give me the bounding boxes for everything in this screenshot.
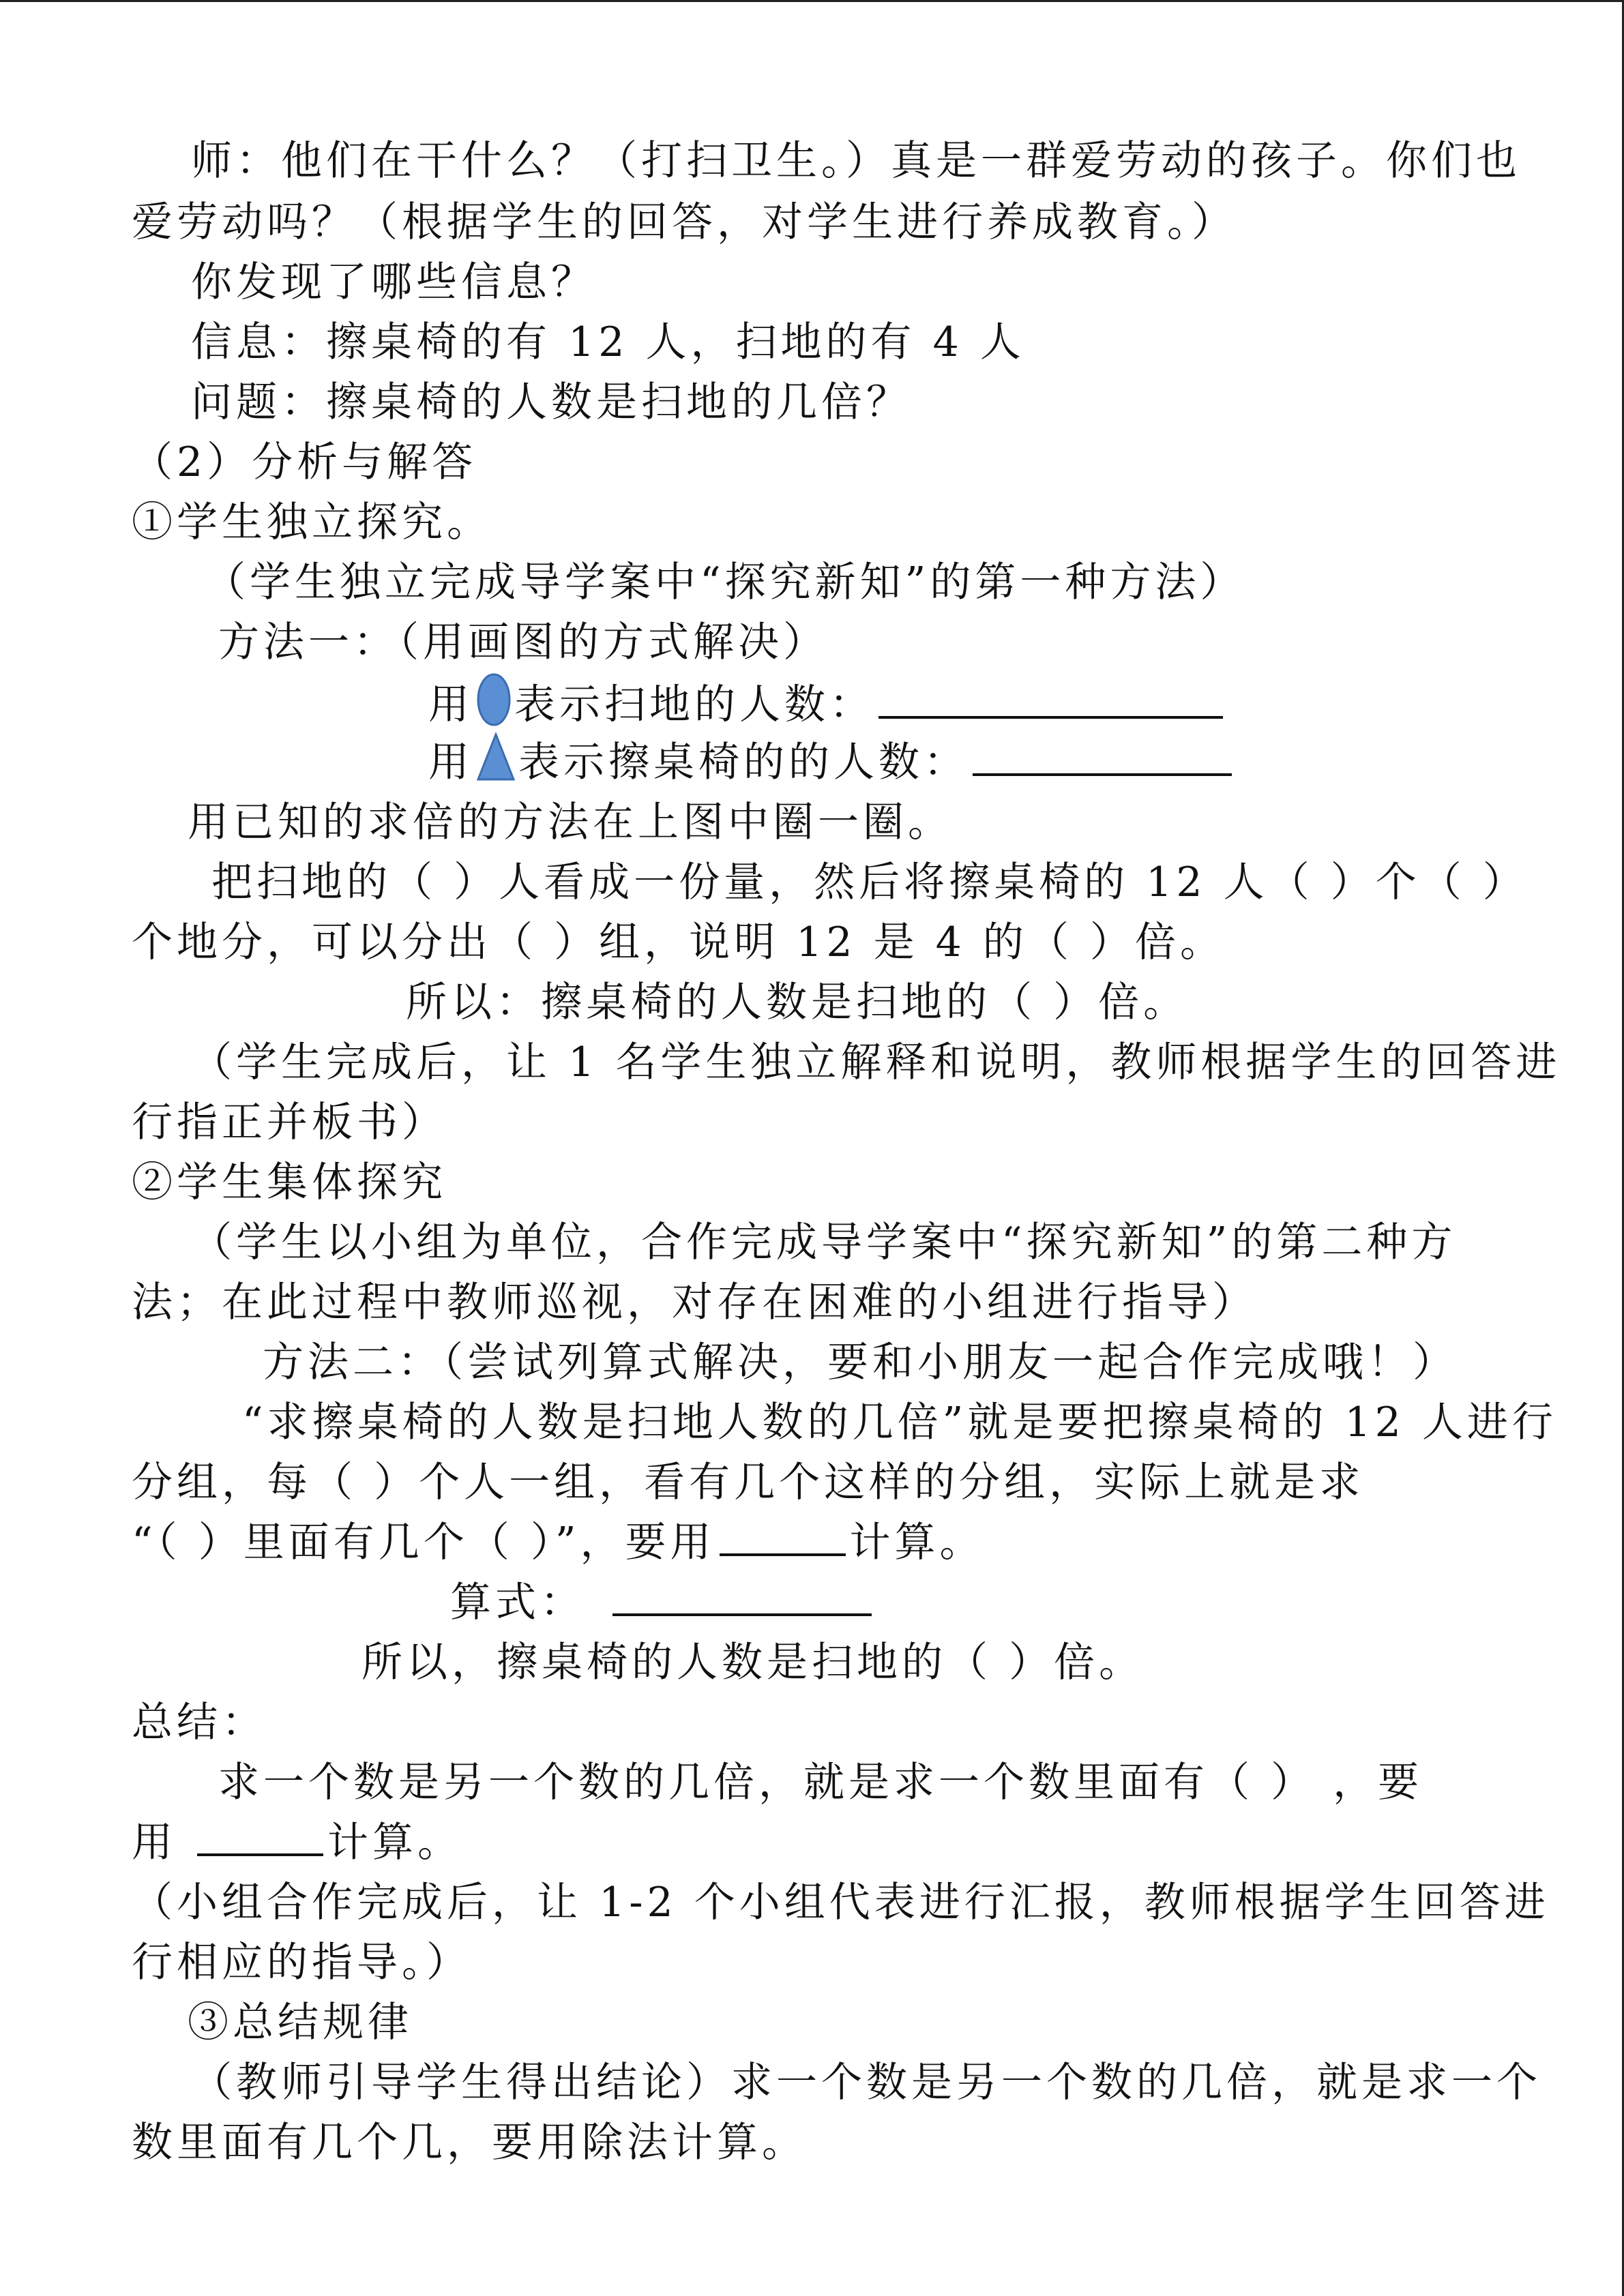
line-10-prefix: 用 (428, 681, 473, 729)
line-28: 求一个数是另一个数的几倍，就是求一个数里面有（ ） ，要 (218, 1759, 1423, 1806)
line-11-text: 表示擦桌椅的的人数： (518, 739, 969, 786)
line-30: （小组合作完成后，让 1-2 个小组代表进行汇报，教师根据学生回答进 (132, 1879, 1550, 1926)
triangle-icon (476, 732, 516, 798)
answer-blank-wipe[interactable] (973, 732, 1232, 776)
line-11 (428, 732, 1236, 792)
line-29-prefix: 用 (132, 1819, 177, 1866)
line-10 (428, 672, 1227, 732)
line-13: 把扫地的（ ）人看成一份量，然后将擦桌椅的 12 人（ ）个（ ） (211, 859, 1528, 906)
line-24 (132, 1512, 985, 1572)
line-20: 法；在此过程中教师巡视，对存在困难的小组进行指导） (132, 1279, 1257, 1326)
line-11-prefix: 用 (428, 739, 473, 786)
line-1: 师：他们在干什么？（打扫卫生。）真是一群爱劳动的孩子。你们也 (191, 137, 1521, 185)
line-24-suffix: 计算。 (849, 1519, 985, 1566)
line-3: 你发现了哪些信息？ (191, 258, 596, 306)
line-25 (450, 1572, 876, 1632)
line-8: （学生独立完成导学案中“探究新知”的第一种方法） (205, 558, 1245, 606)
line-12: 用已知的求倍的方法在上图中圈一圈。 (188, 799, 953, 846)
equation-label: 算式： (450, 1579, 585, 1626)
line-23: 分组，每（ ）个人一组，看有几个这样的分组，实际上就是求 (132, 1459, 1365, 1506)
answer-blank-summary[interactable] (197, 1813, 323, 1856)
line-15: 所以：擦桌椅的人数是扫地的（ ）倍。 (406, 979, 1189, 1026)
line-18: ②学生集体探究 (132, 1159, 447, 1206)
line-5: 问题：擦桌椅的人数是扫地的几倍？ (191, 378, 911, 426)
line-31: 行相应的指导。） (132, 1939, 471, 1986)
line-2: 爱劳动吗？（根据学生的回答，对学生进行养成教育。） (132, 198, 1237, 246)
line-10-text: 表示扫地的人数： (514, 681, 874, 729)
line-17: 行指正并板书） (132, 1099, 447, 1146)
line-34: 数里面有几个几，要用除法计算。 (132, 2119, 807, 2166)
line-19: （学生以小组为单位，合作完成导学案中“探究新知”的第二种方 (191, 1219, 1457, 1266)
line-27: 总结： (132, 1699, 267, 1746)
line-29-suffix: 计算。 (327, 1819, 462, 1866)
page-border-top (0, 0, 1624, 2)
line-21: 方法二：（尝试列算式解决，要和小朋友一起合作完成哦！） (263, 1339, 1458, 1386)
line-7: ①学生独立探究。 (132, 498, 492, 546)
line-14: 个地分，可以分出（ ）组，说明 12 是 4 的（ ）倍。 (132, 919, 1225, 966)
line-9: 方法一：（用画图的方式解决） (218, 618, 828, 666)
line-22: “求擦桌椅的人数是扫地人数的几倍”就是要把擦桌椅的 12 人进行 (242, 1399, 1557, 1446)
line-33: （教师引导学生得出结论）求一个数是另一个数的几倍，就是求一个 (191, 2059, 1541, 2106)
line-26: 所以，擦桌椅的人数是扫地的（ ）倍。 (361, 1639, 1145, 1686)
line-4: 信息：擦桌椅的有 12 人，扫地的有 4 人 (191, 318, 1025, 366)
line-16: （学生完成后，让 1 名学生独立解释和说明，教师根据学生的回答进 (191, 1039, 1561, 1086)
line-6: （2）分析与解答 (132, 438, 477, 486)
answer-blank-equation[interactable] (612, 1572, 872, 1616)
line-32: ③总结规律 (188, 1999, 413, 2046)
answer-blank-sweep[interactable] (879, 675, 1223, 719)
line-29 (132, 1813, 462, 1873)
line-24-text: “（ ）里面有几个（ ）”，要用 (132, 1519, 715, 1566)
answer-blank-operation[interactable] (720, 1512, 846, 1556)
